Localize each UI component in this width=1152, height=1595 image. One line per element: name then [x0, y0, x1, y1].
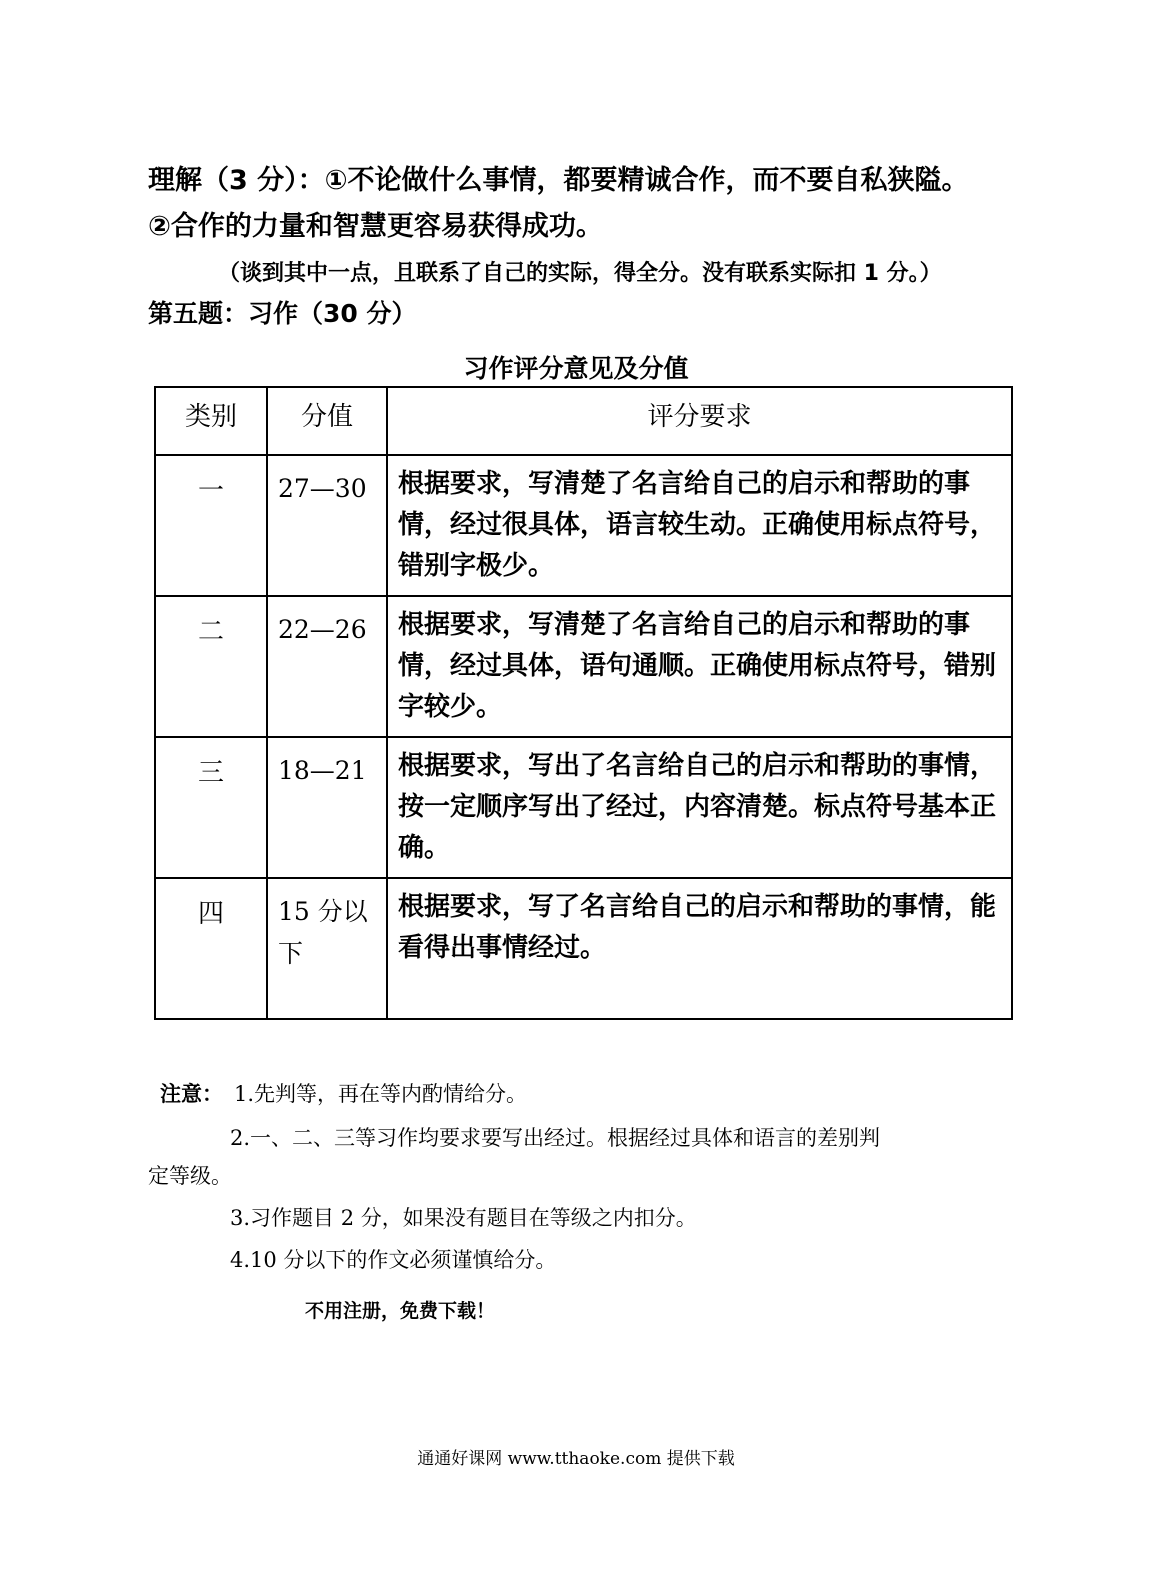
table-row: [155, 878, 1012, 1019]
row-score: 22—26: [267, 596, 387, 737]
header-requirement: 评分要求: [387, 387, 1012, 455]
page-footer: 通通好课网 www.tthaoke.com 提供下载: [417, 1449, 735, 1469]
table-title: 习作评分意见及分值: [463, 354, 689, 383]
table-row: [155, 455, 1012, 596]
row-requirement: 根据要求，写了名言给自己的启示和帮助的事情，能看得出事情经过。: [387, 878, 1012, 1019]
row-category: 一: [155, 455, 267, 596]
table-row: [155, 596, 1012, 737]
row-requirement: 根据要求，写清楚了名言给自己的启示和帮助的事情，经过具体，语句通顺。正确使用标点符号，错别字较少。: [387, 596, 1012, 737]
section-heading: 第五题：习作（30 分）: [148, 299, 417, 328]
row-score: 27—30: [267, 455, 387, 596]
table-row: [155, 737, 1012, 878]
row-category: 四: [155, 878, 267, 1019]
row-requirement: 根据要求，写清楚了名言给自己的启示和帮助的事情，经过很具体，语言较生动。正确使用标点符号，错别字极少。: [387, 455, 1012, 596]
scoring-note: （谈到其中一点，且联系了自己的实际，得全分。没有联系实际扣 1 分。）: [218, 261, 942, 286]
row-category: 三: [155, 737, 267, 878]
note-item-1: 1.先判等，再在等内酌情给分。: [234, 1082, 528, 1106]
notes-label: 注意：: [160, 1082, 223, 1106]
header-category: 类别: [155, 387, 267, 455]
note-item-2-continued: 定等级。: [148, 1164, 232, 1188]
row-score: 18—21: [267, 737, 387, 878]
note-item-2: 2.一、二、三等习作均要求要写出经过。根据经过具体和语言的差别判: [230, 1126, 881, 1150]
promo-text: 不用注册，免费下载！: [305, 1300, 496, 1322]
note-item-3: 3.习作题目 2 分，如果没有题目在等级之内扣分。: [230, 1206, 697, 1230]
rubric-table: [154, 386, 1013, 1020]
row-requirement: 根据要求，写出了名言给自己的启示和帮助的事情，按一定顺序写出了经过，内容清楚。标点符号基本正确。: [387, 737, 1012, 878]
answer-line-1: 理解（3 分）：①不论做什么事情，都要精诚合作，而不要自私狭隘。: [148, 165, 969, 196]
row-category: 二: [155, 596, 267, 737]
table-header-row: [155, 387, 1012, 455]
answer-line-2: ②合作的力量和智慧更容易获得成功。: [148, 211, 603, 242]
header-score: 分值: [267, 387, 387, 455]
row-score: 15 分以下: [267, 878, 387, 1019]
note-item-4: 4.10 分以下的作文必须谨慎给分。: [230, 1248, 557, 1272]
